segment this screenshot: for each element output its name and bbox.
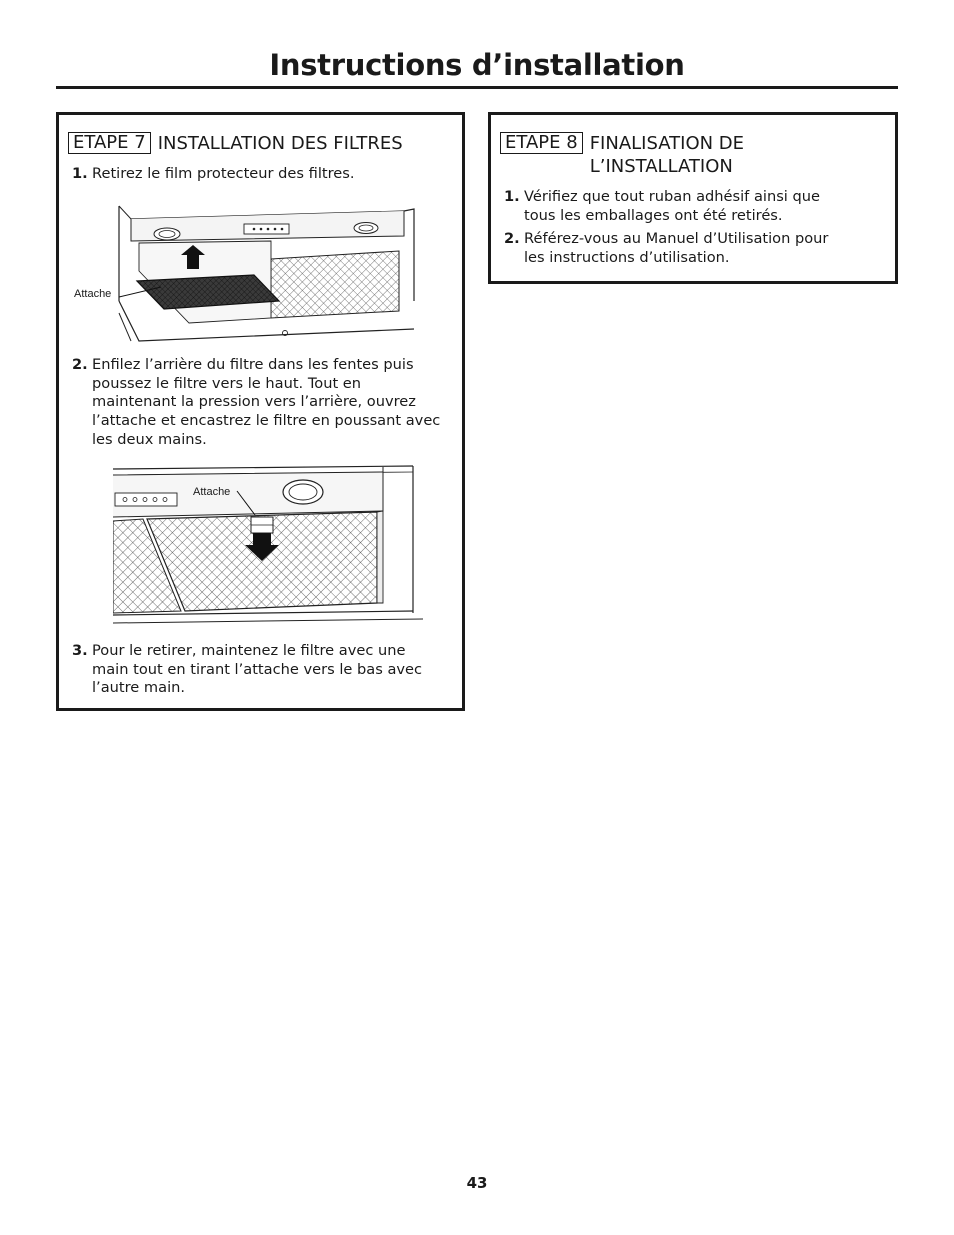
filter-insertion-illustration [69, 201, 429, 351]
step-8-item-2-number: 2. [504, 230, 520, 247]
step-7-panel [56, 112, 465, 711]
step-8-title: FINALISATION DE L’INSTALLATION [589, 133, 745, 177]
attache-label-2: Attache [193, 486, 231, 498]
step-8-panel [488, 112, 898, 284]
page-title: Instructions d’installation [269, 48, 685, 82]
step-7-item-3-number: 3. [72, 642, 88, 659]
step-8-item-1-text: Vérifiez que tout ruban adhésif ainsi que tous les emballages ont été retirés. [524, 188, 820, 224]
step-7-item-1 [72, 165, 442, 184]
step-7-item-1-text: Retirez le film protecteur des filtres. [92, 165, 355, 182]
title-divider [56, 86, 898, 89]
step-7-item-2-text: Enfilez l’arrière du filtre dans les fentes puis poussez le filtre vers le haut. Tout en maintenant la pression vers l’arrière, ouvrez l’attache et encastrez le filtre en poussant avec les deux mains. [92, 356, 441, 448]
step-7-item-2 [72, 356, 442, 450]
step-7-item-3 [72, 642, 442, 698]
step-8-item-1-number: 1. [504, 188, 520, 205]
filter-removal-figure [113, 463, 433, 635]
step-7-item-1-number: 1. [72, 165, 88, 182]
step-7-tag: ETAPE 7 [68, 132, 151, 154]
step-7-title: INSTALLATION DES FILTRES [157, 133, 403, 154]
step-7-item-2-number: 2. [72, 356, 88, 373]
page-number: 43 [466, 1174, 488, 1192]
attache-label-1: Attache [74, 288, 112, 300]
step-8-item-1 [504, 188, 854, 225]
filter-removal-illustration [113, 463, 433, 635]
step-8-item-2-text: Référez-vous au Manuel d’Utilisation pour les instructions d’utilisation. [524, 230, 829, 266]
step-7-heading [68, 132, 458, 155]
step-8-item-2 [504, 230, 834, 267]
filter-insertion-figure [69, 201, 429, 351]
step-7-item-3-text: Pour le retirer, maintenez le filtre avec une main tout en tirant l’attache vers le bas avec l’autre main. [92, 642, 423, 697]
step-8-heading [500, 132, 790, 178]
step-8-tag: ETAPE 8 [500, 132, 583, 154]
